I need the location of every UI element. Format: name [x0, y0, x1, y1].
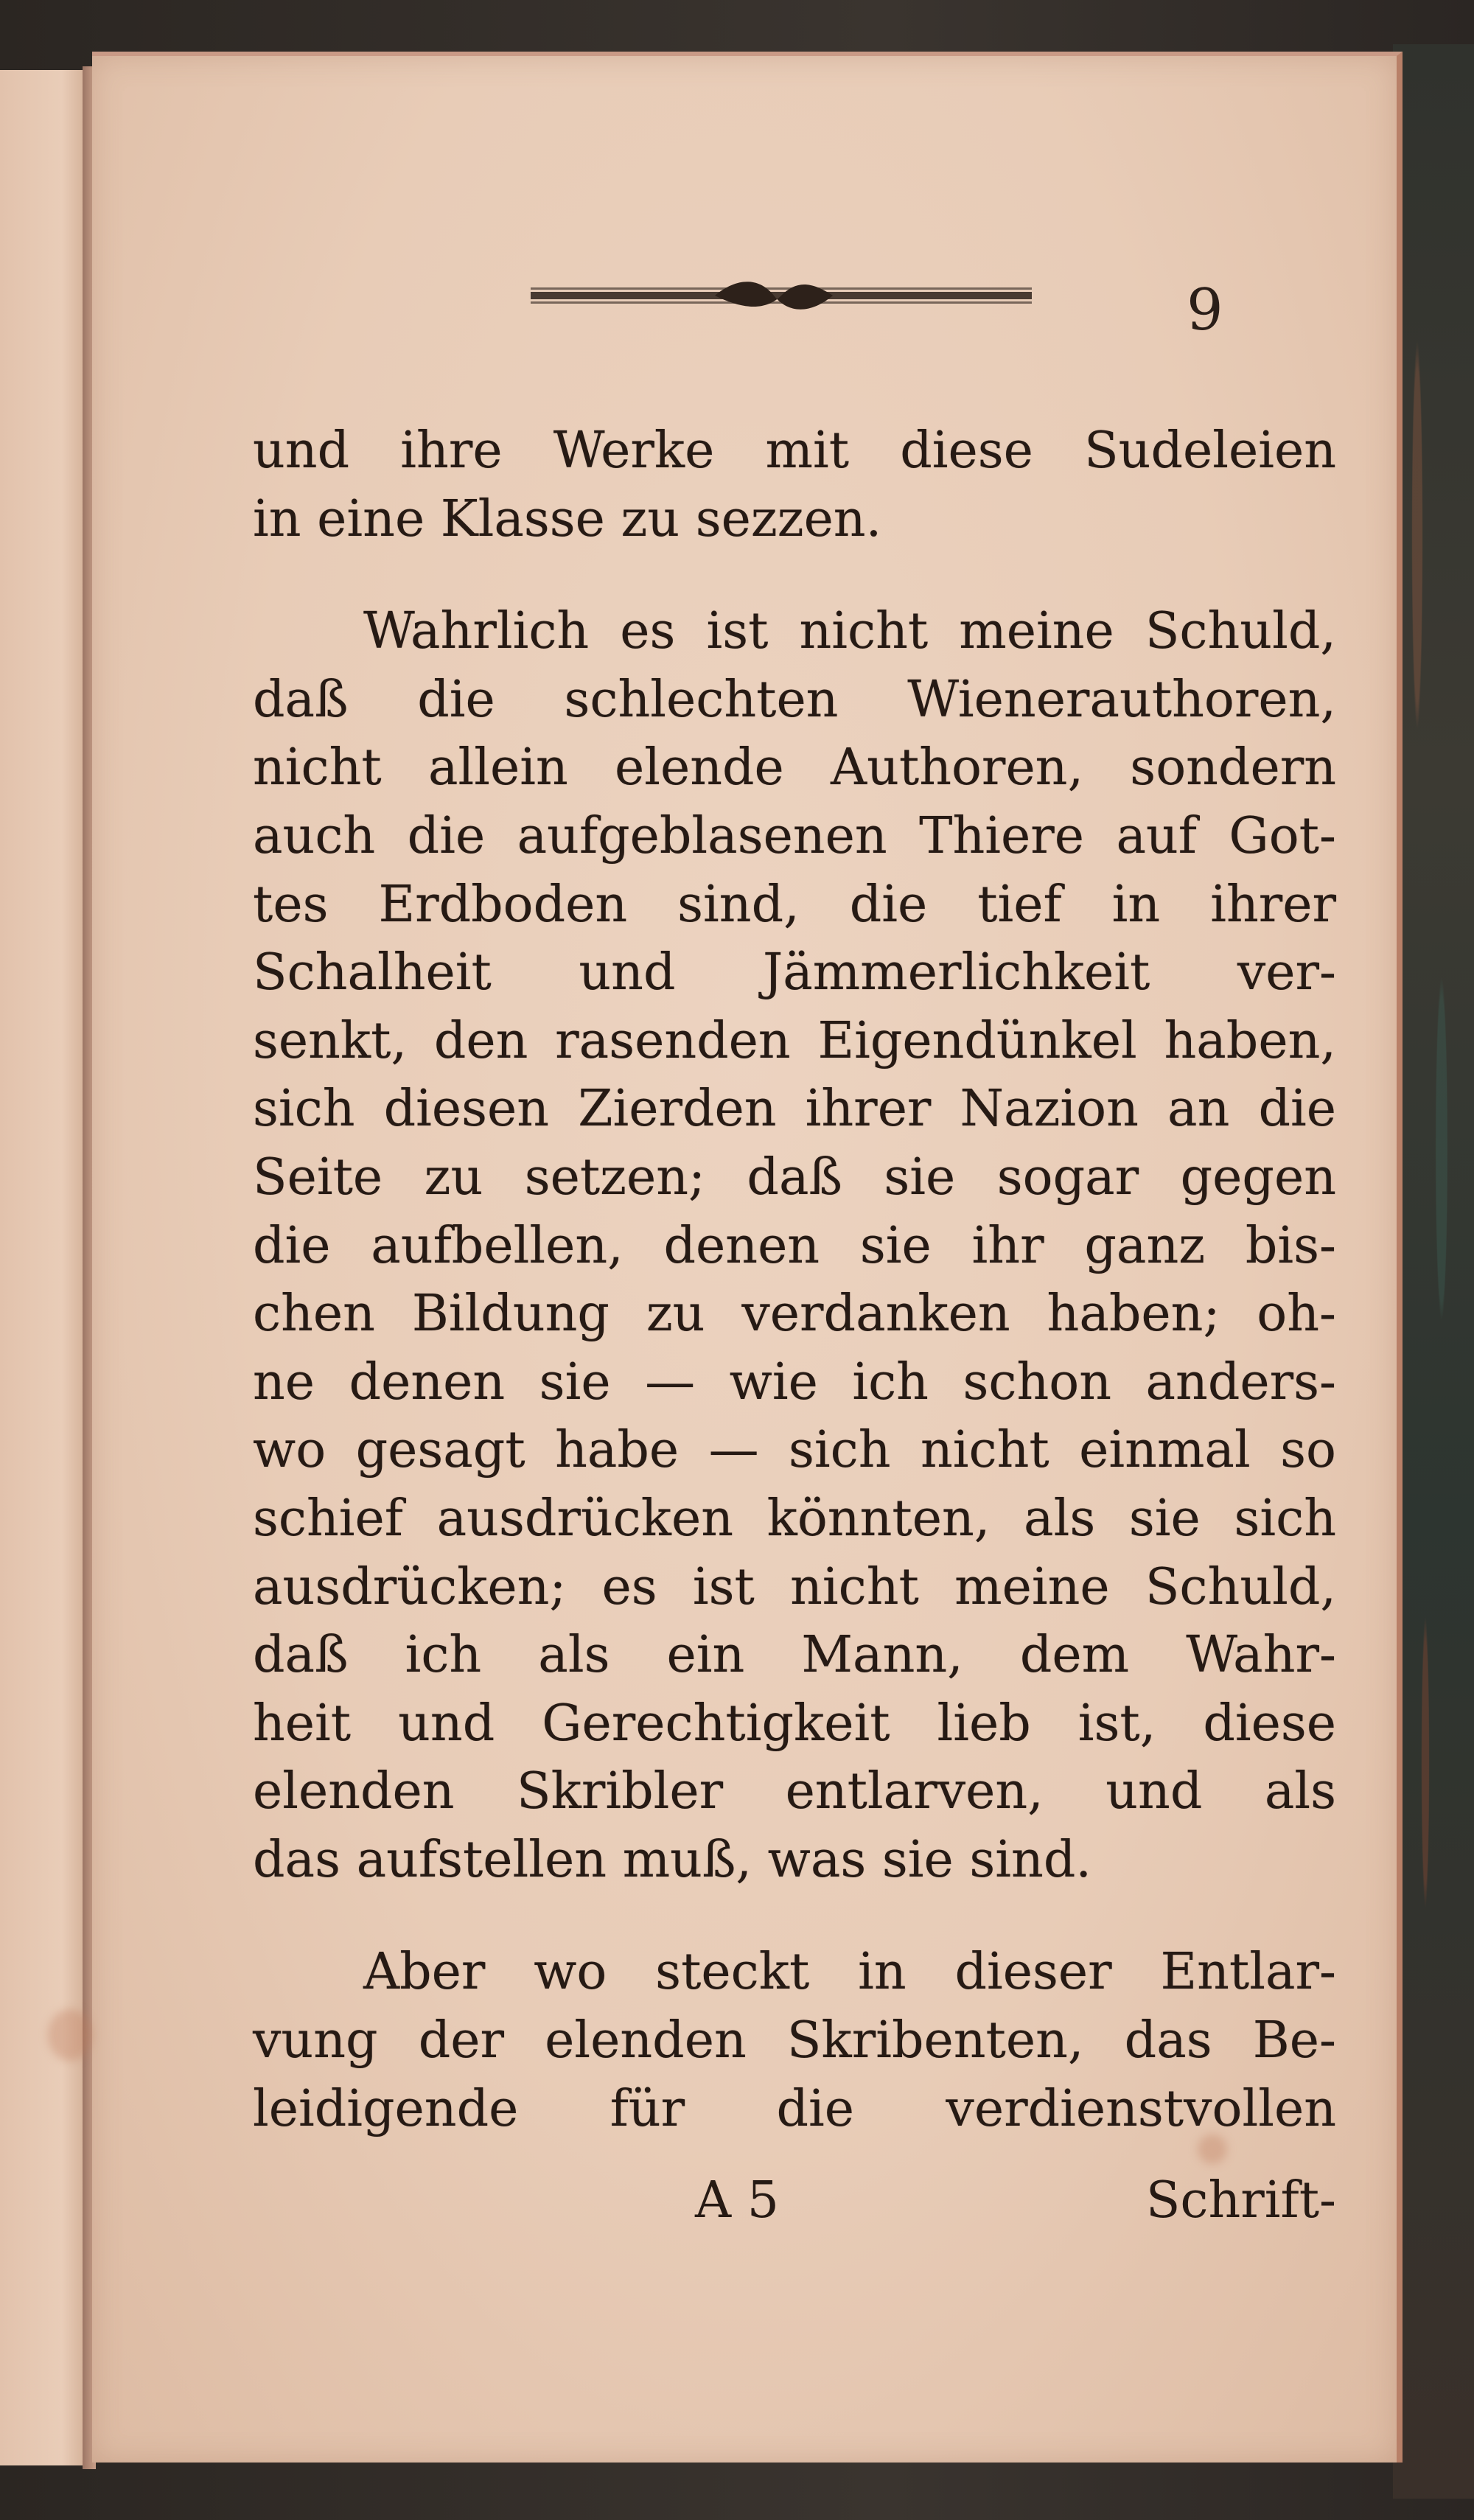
text-line: daß die schlechten Wienerauthoren,	[253, 670, 1336, 729]
text-line: nicht allein elende Authoren, sondern	[253, 739, 1336, 797]
text-line: die aufbellen, denen sie ihr ganz bis-	[253, 1216, 1336, 1275]
text-line: wo gesagt habe — sich nicht einmal so	[253, 1421, 1336, 1480]
text-line: Schalheit und Jämmerlichkeit ver-	[253, 943, 1336, 1002]
text-line: in eine Klasse zu sezzen.	[253, 489, 882, 548]
book-cover-edge	[1393, 44, 1474, 2499]
text-line: elenden Skribler entlarven, und als	[253, 1762, 1336, 1821]
text-line: ne denen sie — wie ich schon anders-	[253, 1353, 1336, 1411]
facing-page-edge	[0, 70, 91, 2465]
text-line: tes Erdboden sind, die tief in ihrer	[253, 875, 1336, 934]
text-line: auch die aufgeblasenen Thiere auf Got-	[253, 806, 1336, 865]
paragraph-gap	[253, 554, 1336, 598]
text-line: ausdrücken; es ist nicht meine Schuld,	[253, 1557, 1336, 1616]
text-line: und ihre Werke mit diese Sudeleien	[253, 422, 1336, 480]
text-line: daß ich als ein Mann, dem Wahr-	[253, 1626, 1336, 1685]
text-line: schief ausdrücken könnten, als sie sich	[253, 1489, 1336, 1548]
foxing-stain	[48, 2009, 92, 2061]
page-number: 9	[1187, 277, 1223, 343]
book-page	[92, 52, 1403, 2463]
page-footer	[253, 2171, 1336, 2245]
signature-mark: A 5	[695, 2171, 779, 2230]
text-line: Aber wo steckt in dieser Entlar-	[363, 1943, 1336, 2002]
text-line: Wahrlich es ist nicht meine Schuld,	[363, 602, 1336, 661]
text-line: Seite zu setzen; daß sie sogar gegen	[253, 1148, 1336, 1207]
header-ornament	[531, 277, 1032, 314]
text-line: senkt, den rasenden Eigendünkel haben,	[253, 1011, 1336, 1070]
catchword: Schrift-	[1145, 2171, 1336, 2230]
text-line: das aufstellen muß, was sie sind.	[253, 1830, 1091, 1889]
text-line: chen Bildung zu verdanken haben; oh-	[253, 1285, 1336, 1344]
text-line: heit und Gerechtigkeit lieb ist, diese	[253, 1694, 1336, 1753]
text-line: leidigende für die verdienstvollen	[253, 2079, 1336, 2138]
paragraph-gap	[253, 1894, 1336, 1938]
body-text	[253, 417, 1336, 2143]
text-line: sich diesen Zierden ihrer Nazion an die	[253, 1080, 1336, 1139]
text-line: vung der elenden Skribenten, das Be-	[253, 2011, 1336, 2070]
